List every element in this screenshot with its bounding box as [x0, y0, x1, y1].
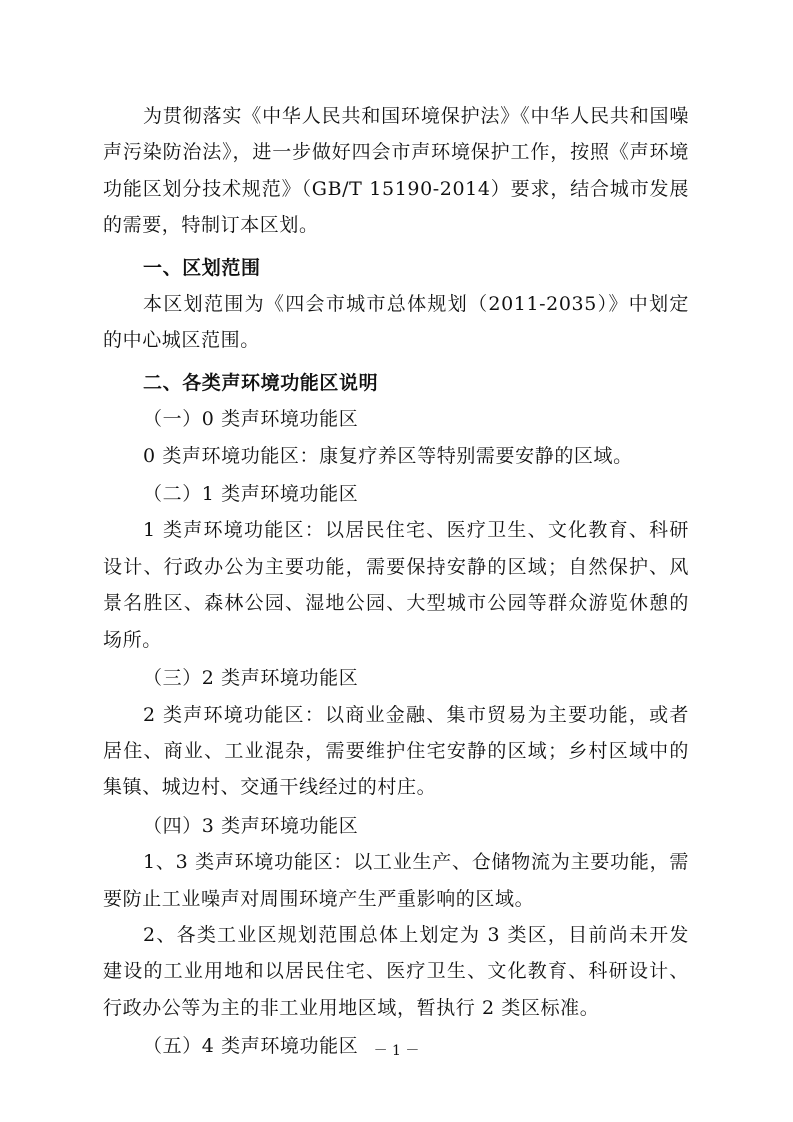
zone-3-paragraph-2: 2、各类工业区规划范围总体上划定为 3 类区，目前尚未开发建设的工业用地和以居民住宅、医疗卫生、文化教育、科研设计、行政办公等为主的非工业用地区域，暂执行 2 类区标准。 [103, 923, 689, 1019]
page-number: － 1 － [373, 1043, 420, 1059]
document-body [103, 98, 689, 1065]
zone-title-3: （四）3 类声环境功能区 [143, 814, 359, 837]
intro-paragraph: 为贯彻落实《中华人民共和国环境保护法》《中华人民共和国噪声污染防治法》，进一步做好四会市声环境保护工作，按照《声环境功能区划分技术规范》（GB/T 15190-2014）要求，结合城市发展的需要，特制订本区划。 [103, 105, 689, 237]
zone-title-1: （二）1 类声环境功能区 [143, 483, 359, 506]
scope-paragraph: 本区划范围为《四会市城市总体规划（2011-2035）》中划定的中心城区范围。 [103, 293, 689, 352]
section-heading-zones: 二、各类声环境功能区说明 [143, 371, 379, 394]
zone-1-paragraph: 1 类声环境功能区：以居民住宅、医疗卫生、文化教育、科研设计、行政办公为主要功能，需要保持安静的区域；自然保护、风景名胜区、森林公园、湿地公园、大型城市公园等群众游览休憩的场所。 [103, 519, 689, 651]
zone-2-paragraph: 2 类声环境功能区：以商业金融、集市贸易为主要功能，或者居住、商业、工业混杂，需要维护住宅安静的区域；乡村区域中的集镇、城边村、交通干线经过的村庄。 [103, 703, 689, 799]
section-heading-scope: 一、区划范围 [143, 256, 261, 279]
zone-title-0: （一）0 类声环境功能区 [143, 408, 359, 431]
zone-title-2: （三）2 类声环境功能区 [143, 667, 359, 690]
zone-title-4: （五）4 类声环境功能区 [143, 1035, 359, 1058]
zone-3-paragraph-1: 1、3 类声环境功能区：以工业生产、仓储物流为主要功能，需要防止工业噪声对周围环境产生严重影响的区域。 [103, 851, 689, 910]
zone-0-paragraph: 0 类声环境功能区：康复疗养区等特别需要安静的区域。 [143, 444, 633, 467]
